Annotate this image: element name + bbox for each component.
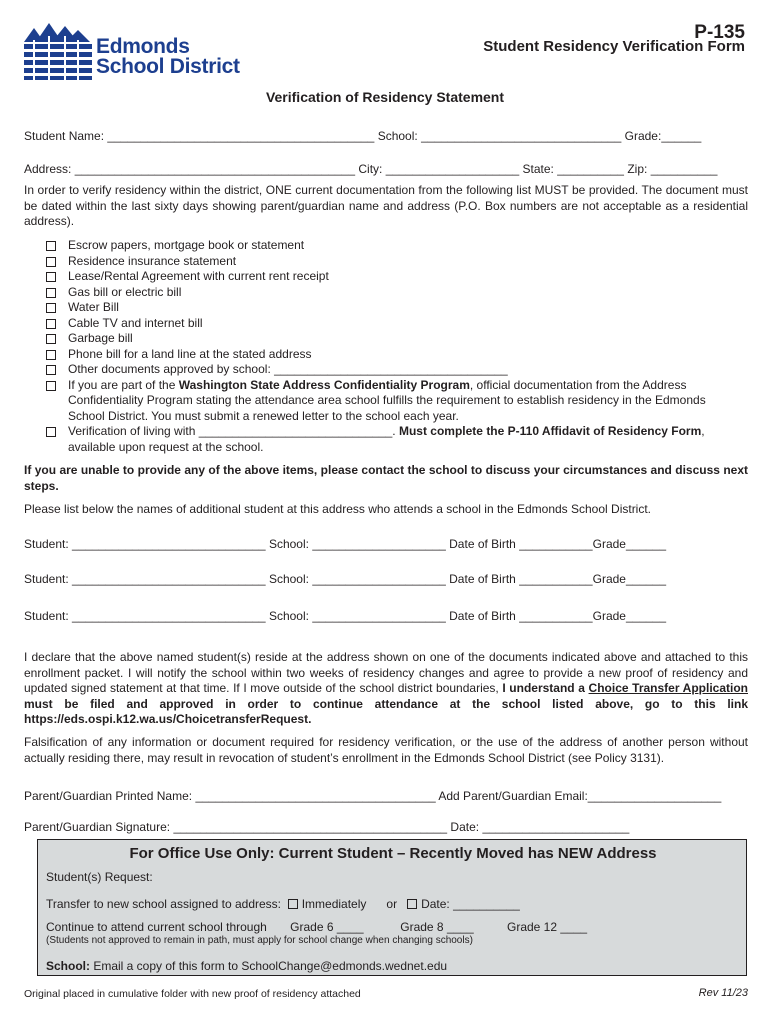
office-use-title: For Office Use Only: Current Student – Recently Moved has NEW Address bbox=[129, 845, 657, 862]
additional-grade-field[interactable]: ______ bbox=[625, 609, 667, 623]
signature-field[interactable]: _________________________________________ bbox=[173, 820, 448, 834]
document-item[interactable]: Lease/Rental Agreement with current rent receipt bbox=[44, 269, 744, 285]
additional-instruction: Please list below the names of additional student at this address who attends a school in the Edmonds School District. bbox=[24, 502, 652, 516]
additional-student-row: Student: _____________________________ School: ____________________ Date of Birth ___________Grade______ bbox=[24, 537, 667, 551]
additional-student-field[interactable]: _____________________________ bbox=[72, 537, 266, 551]
footer-note: Original placed in cumulative folder with new proof of residency attached bbox=[24, 988, 361, 1000]
revision-label: Rev 11/23 bbox=[698, 987, 748, 999]
checkbox-icon[interactable] bbox=[46, 272, 56, 282]
additional-grade-field[interactable]: ______ bbox=[625, 537, 667, 551]
choice-transfer-link[interactable]: Choice Transfer Application bbox=[588, 681, 748, 695]
city-field[interactable]: ____________________ bbox=[385, 162, 520, 176]
checkbox-icon[interactable] bbox=[46, 257, 56, 267]
grade8-field[interactable]: ____ bbox=[446, 920, 474, 934]
student-name-row bbox=[24, 129, 701, 143]
printed-name-field[interactable]: ____________________________________ bbox=[195, 789, 436, 803]
living-with-field[interactable]: _____________________________ bbox=[198, 424, 393, 438]
office-use-box bbox=[37, 839, 747, 976]
immediately-checkbox[interactable] bbox=[288, 899, 298, 909]
printed-name-row: Parent/Guardian Printed Name: ____________________________________ Add Parent/Guardian Email:____________________ bbox=[24, 789, 722, 803]
additional-school-field[interactable]: ____________________ bbox=[312, 609, 446, 623]
checkbox-icon[interactable] bbox=[46, 350, 56, 360]
additional-grade-field[interactable]: ______ bbox=[625, 572, 667, 586]
declaration-paragraph: I declare that the above named student(s) reside at the address shown on one of the documents indicated above and attached to this enrollment packet. I will notify the school within two weeks of residency changes and agree to provide a new proof of residency and updated signed statement at that time. If I move outside of the school district boundaries, I understand a Choice Transfer Application must be filed and approved in order to continue attendance at the school listed above, go to this link https://eds.ospi.k12.wa.us/ChoicetransferRequest. bbox=[24, 650, 748, 726]
additional-student-row: Student: _____________________________ School: ____________________ Date of Birth ___________Grade______ bbox=[24, 572, 667, 586]
grade-label: Grade: bbox=[624, 129, 662, 143]
logo-line-1: Edmonds bbox=[96, 35, 190, 58]
document-item[interactable]: Garbage bill bbox=[44, 331, 744, 347]
students-request-label: Student(s) Request: bbox=[46, 870, 153, 884]
grade6-field[interactable]: ____ bbox=[336, 920, 364, 934]
document-item[interactable]: Residence insurance statement bbox=[44, 254, 744, 270]
document-item-living-with[interactable]: Verification of living with _____________________________. Must complete the P-110 Affidavit of Residency Form, available upon request at the school. bbox=[44, 424, 744, 455]
checkbox-icon[interactable] bbox=[46, 241, 56, 251]
document-item[interactable]: Water Bill bbox=[44, 300, 744, 316]
zip-field[interactable]: __________ bbox=[650, 162, 718, 176]
student-name-label: Student Name: bbox=[24, 129, 105, 143]
student-name-field[interactable]: ________________________________________ bbox=[107, 129, 375, 143]
office-school-row: School: Email a copy of this form to SchoolChange@edmonds.wednet.edu bbox=[46, 959, 448, 973]
date-checkbox[interactable] bbox=[407, 899, 417, 909]
document-item-acp[interactable]: If you are part of the Washington State Address Confidentiality Program, official documentation from the Address Confidentiality Program stating the attendance area school fulfills the requirement to establish residency in the Edmonds School District. You must submit a renewed letter to the school each year. bbox=[44, 378, 744, 425]
transfer-date-field[interactable]: __________ bbox=[453, 897, 520, 911]
document-item[interactable]: Gas bill or electric bill bbox=[44, 285, 744, 301]
additional-school-field[interactable]: ____________________ bbox=[312, 537, 446, 551]
checkbox-icon[interactable] bbox=[46, 303, 56, 313]
additional-dob-field[interactable]: ___________ bbox=[519, 609, 593, 623]
document-item[interactable]: Escrow papers, mortgage book or statement bbox=[44, 238, 744, 254]
additional-dob-field[interactable]: ___________ bbox=[519, 572, 593, 586]
document-checklist bbox=[44, 238, 744, 455]
state-label: State: bbox=[522, 162, 554, 176]
grade-field[interactable]: ______ bbox=[661, 129, 702, 143]
additional-dob-field[interactable]: ___________ bbox=[519, 537, 593, 551]
school-field[interactable]: ______________________________ bbox=[421, 129, 622, 143]
checkbox-icon[interactable] bbox=[46, 365, 56, 375]
continue-row: Continue to attend current school through Grade 6 ____ Grade 8 ____ Grade 12 ____ bbox=[46, 920, 588, 934]
checkbox-icon[interactable] bbox=[46, 334, 56, 344]
falsification-paragraph: Falsification of any information or document required for residency verification, or the use of the address of another person without actually residing there, may result in revocation of student’s enrollment in the Edmonds School District (see Policy 3131). bbox=[24, 735, 748, 765]
zip-label: Zip: bbox=[627, 162, 648, 176]
document-item-other[interactable]: Other documents approved by school: ___________________________________ bbox=[44, 362, 744, 378]
checkbox-icon[interactable] bbox=[46, 427, 56, 437]
document-item[interactable]: Phone bill for a land line at the stated address bbox=[44, 347, 744, 363]
signature-date-field[interactable]: ______________________ bbox=[482, 820, 630, 834]
email-field[interactable]: ____________________ bbox=[587, 789, 722, 803]
logo-line-2: School District bbox=[96, 55, 240, 78]
additional-student-field[interactable]: _____________________________ bbox=[72, 609, 266, 623]
school-label: School: bbox=[377, 129, 418, 143]
form-number: P-135 bbox=[694, 22, 745, 43]
logo-wordmark bbox=[96, 37, 240, 77]
form-title: Student Residency Verification Form bbox=[483, 38, 745, 55]
additional-student-field[interactable]: _____________________________ bbox=[72, 572, 266, 586]
checkbox-icon[interactable] bbox=[46, 319, 56, 329]
unable-notice: If you are unable to provide any of the above items, please contact the school to discuss your circumstances and discuss next steps. bbox=[24, 463, 748, 493]
other-documents-field[interactable]: ___________________________________ bbox=[274, 362, 508, 376]
office-note: (Students not approved to remain in path, must apply for school change when changing schools) bbox=[46, 935, 473, 946]
additional-student-row: Student: _____________________________ School: ____________________ Date of Birth ___________Grade______ bbox=[24, 609, 667, 623]
checkbox-icon[interactable] bbox=[46, 288, 56, 298]
grade12-field[interactable]: ____ bbox=[560, 920, 588, 934]
address-row bbox=[24, 162, 717, 176]
intro-paragraph: In order to verify residency within the district, ONE current documentation from the following list MUST be provided. The document must be dated within the last sixty days showing parent/guardian name and address (P.O. Box numbers are not acceptable as a residential address). bbox=[24, 183, 748, 228]
state-field[interactable]: __________ bbox=[557, 162, 624, 176]
address-field[interactable]: __________________________________________ bbox=[74, 162, 356, 176]
transfer-row: Transfer to new school assigned to address: Immediately or Date: __________ bbox=[46, 897, 520, 911]
checkbox-icon[interactable] bbox=[46, 381, 56, 391]
address-label: Address: bbox=[24, 162, 72, 176]
signature-row: Parent/Guardian Signature: _________________________________________ Date: ______________________ bbox=[24, 820, 630, 834]
statement-heading: Verification of Residency Statement bbox=[265, 89, 505, 105]
city-label: City: bbox=[358, 162, 383, 176]
document-item[interactable]: Cable TV and internet bill bbox=[44, 316, 744, 332]
additional-school-field[interactable]: ____________________ bbox=[312, 572, 446, 586]
